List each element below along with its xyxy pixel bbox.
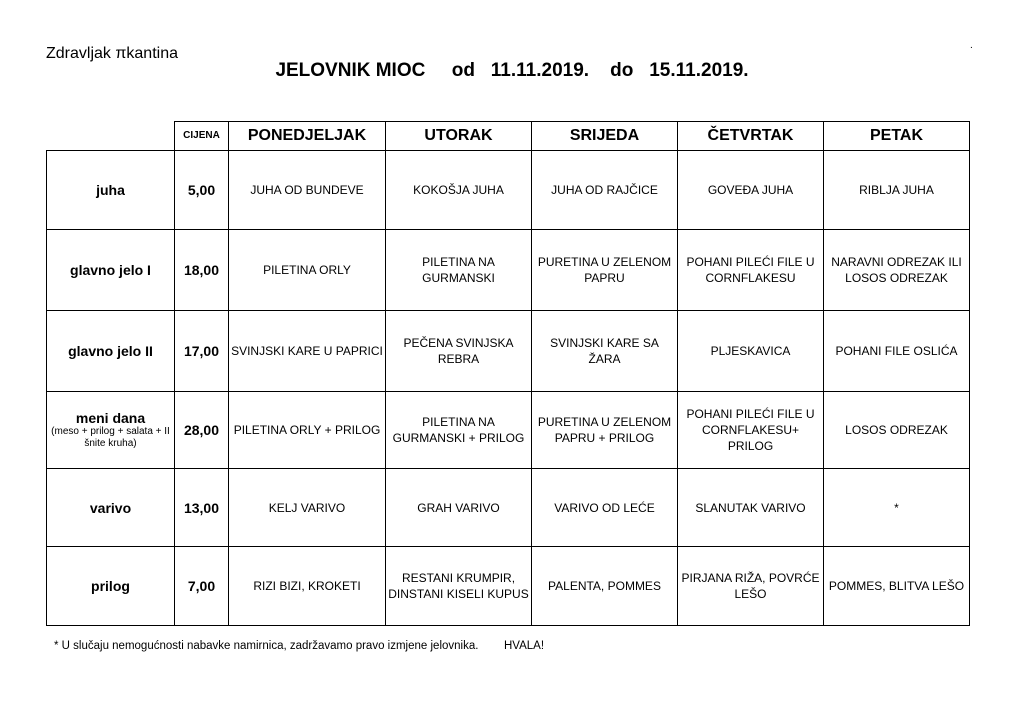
dish-cell-friday: RIBLJA JUHA xyxy=(824,151,970,230)
price-cell: 28,00 xyxy=(175,392,229,469)
dish-cell-monday: PILETINA ORLY xyxy=(229,230,386,311)
dish-cell-monday: KELJ VARIVO xyxy=(229,469,386,547)
corner-mark: . xyxy=(970,40,973,51)
dish-cell-monday: RIZI BIZI, KROKETI xyxy=(229,547,386,626)
dish-cell-monday: JUHA OD BUNDEVE xyxy=(229,151,386,230)
day-header-thursday: ČETVRTAK xyxy=(678,122,824,151)
price-cell: 7,00 xyxy=(175,547,229,626)
dish-cell-tuesday: RESTANI KRUMPIR, DINSTANI KISELI KUPUS xyxy=(386,547,532,626)
day-header-friday: PETAK xyxy=(824,122,970,151)
dish-cell-friday: NARAVNI ODREZAK ILI LOSOS ODREZAK xyxy=(824,230,970,311)
category-label: glavno jelo II xyxy=(68,343,153,359)
footer-note: * U slučaju nemogućnosti nabavke namirnica, zadržavamo pravo izmjene jelovnika. HVALA! xyxy=(54,640,545,652)
dish-cell-thursday: SLANUTAK VARIVO xyxy=(678,469,824,547)
price-cell: 13,00 xyxy=(175,469,229,547)
table-row xyxy=(47,230,970,311)
table-row xyxy=(47,469,970,547)
brand-name: Zdravljak πkantina xyxy=(46,45,178,62)
category-label: juha xyxy=(96,182,125,198)
table-row xyxy=(47,311,970,392)
dish-cell-wednesday: PURETINA U ZELENOM PAPRU + PRILOG xyxy=(532,392,678,469)
dish-cell-tuesday: KOKOŠJA JUHA xyxy=(386,151,532,230)
dish-cell-friday: * xyxy=(824,469,970,547)
table-row xyxy=(47,392,970,469)
dish-cell-monday: PILETINA ORLY + PRILOG xyxy=(229,392,386,469)
day-header-monday: PONEDJELJAK xyxy=(229,122,386,151)
category-subtitle: (meso + prilog + salata + II šnite kruha) xyxy=(51,426,170,449)
dish-cell-tuesday: PILETINA NA GURMANSKI xyxy=(386,230,532,311)
dish-cell-wednesday: PURETINA U ZELENOM PAPRU xyxy=(532,230,678,311)
dish-cell-wednesday: PALENTA, POMMES xyxy=(532,547,678,626)
dish-cell-tuesday: GRAH VARIVO xyxy=(386,469,532,547)
dish-cell-wednesday: VARIVO OD LEĆE xyxy=(532,469,678,547)
category-label: glavno jelo I xyxy=(70,262,151,278)
dish-cell-friday: POHANI FILE OSLIĆA xyxy=(824,311,970,392)
day-header-wednesday: SRIJEDA xyxy=(532,122,678,151)
header-row xyxy=(47,122,970,151)
dish-cell-thursday: GOVEĐA JUHA xyxy=(678,151,824,230)
category-cell xyxy=(47,151,175,230)
dish-cell-friday: LOSOS ODREZAK xyxy=(824,392,970,469)
price-cell: 5,00 xyxy=(175,151,229,230)
menu-body xyxy=(47,151,970,626)
dish-cell-monday: SVINJSKI KARE U PAPRICI xyxy=(229,311,386,392)
table-row xyxy=(47,151,970,230)
category-cell xyxy=(47,311,175,392)
price-cell: 18,00 xyxy=(175,230,229,311)
category-label: varivo xyxy=(89,499,132,516)
category-label: meni dana xyxy=(75,410,146,426)
empty-corner-cell xyxy=(47,122,175,151)
price-cell: 17,00 xyxy=(175,311,229,392)
dish-cell-thursday: POHANI PILEĆI FILE U CORNFLAKESU xyxy=(678,230,824,311)
dish-cell-thursday: PIRJANA RIŽA, POVRĆE LEŠO xyxy=(678,547,824,626)
category-cell xyxy=(47,392,175,469)
dish-cell-wednesday: JUHA OD RAJČICE xyxy=(532,151,678,230)
page-title: JELOVNIK MIOC od 11.11.2019. do 15.11.2019. xyxy=(275,60,749,81)
category-label: prilog xyxy=(91,578,130,594)
menu-table xyxy=(46,121,970,626)
category-cell xyxy=(47,547,175,626)
dish-cell-friday: POMMES, BLITVA LEŠO xyxy=(824,547,970,626)
dish-cell-wednesday: SVINJSKI KARE SA ŽARA xyxy=(532,311,678,392)
price-column-header: CIJENA xyxy=(175,122,229,151)
dish-cell-thursday: POHANI PILEĆI FILE U CORNFLAKESU+ PRILOG xyxy=(678,392,824,469)
dish-cell-tuesday: PILETINA NA GURMANSKI + PRILOG xyxy=(386,392,532,469)
dish-cell-tuesday: PEČENA SVINJSKA REBRA xyxy=(386,311,532,392)
dish-cell-thursday: PLJESKAVICA xyxy=(678,311,824,392)
table-row xyxy=(47,547,970,626)
category-cell xyxy=(47,469,175,547)
category-cell xyxy=(47,230,175,311)
day-header-tuesday: UTORAK xyxy=(386,122,532,151)
